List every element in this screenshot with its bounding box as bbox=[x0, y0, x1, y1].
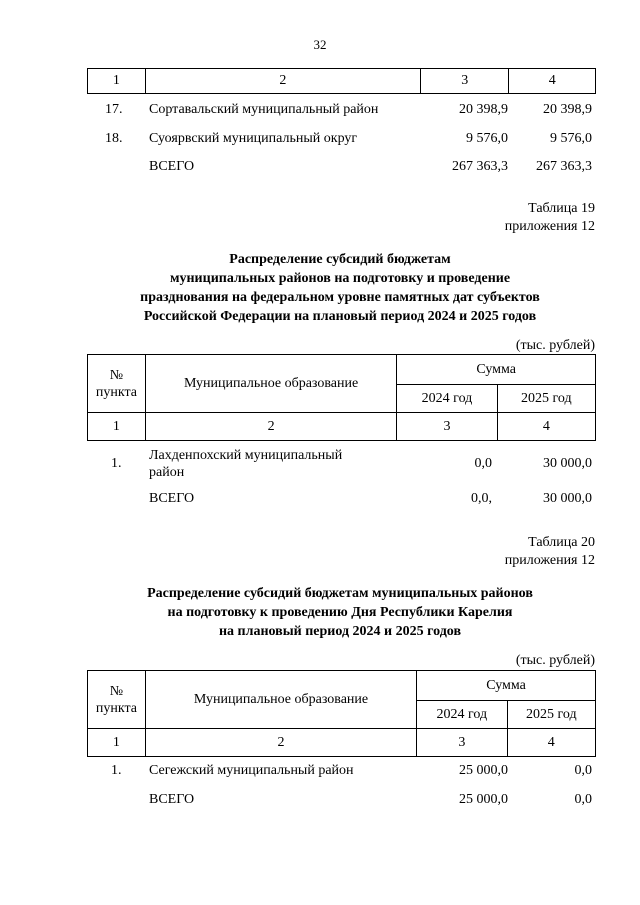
col-2024-header: 2024 год bbox=[397, 385, 497, 413]
col-number-1: 1 bbox=[88, 69, 146, 94]
row-num: 1. bbox=[111, 456, 122, 471]
table20-label: Таблица 20 bbox=[528, 535, 595, 550]
col-number-2: 2 bbox=[145, 413, 397, 441]
col-number-3: 3 bbox=[397, 413, 497, 441]
col-number-3: 3 bbox=[420, 69, 508, 94]
page-number: 32 bbox=[313, 37, 327, 52]
col-number-3: 3 bbox=[417, 729, 507, 757]
total-value-2024: 25 000,0 bbox=[459, 792, 508, 807]
table19-title: Распределение субсидий бюджетам муниципальных районов на подготовку и проведение празднования на федеральном уровне памятных дат субъектов Российской Федерации на плановый период 2024 и 2025 годов bbox=[140, 252, 540, 324]
row-num: 18. bbox=[105, 131, 123, 146]
row-value-2025: 0,0 bbox=[574, 763, 592, 778]
row-value-2024: 25 000,0 bbox=[459, 763, 508, 778]
row-name: Сегежский муниципальный район bbox=[149, 763, 354, 778]
total-value-2024: 267 363,3 bbox=[452, 159, 508, 174]
top-table-header bbox=[87, 68, 596, 94]
col-number-4: 4 bbox=[507, 729, 595, 757]
total-value-2025: 0,0 bbox=[574, 792, 592, 807]
row-num: 1. bbox=[111, 763, 122, 778]
table20-header bbox=[87, 670, 596, 757]
row-value-2024: 20 398,9 bbox=[459, 102, 508, 117]
table20-title: Распределение субсидий бюджетам муниципальных районов на подготовку к проведению Дня Республики Карелия на плановый период 2024 и 2025 годов bbox=[147, 586, 533, 639]
total-label: ВСЕГО bbox=[149, 792, 195, 807]
total-label: ВСЕГО bbox=[149, 491, 195, 506]
total-value-2024: 0,0, bbox=[471, 491, 492, 506]
col-num-header: № пункта bbox=[88, 355, 146, 413]
col-sum-header: Сумма bbox=[397, 355, 596, 385]
table20-unit: (тыс. рублей) bbox=[515, 653, 595, 668]
col-number-4: 4 bbox=[509, 69, 596, 94]
table19-header bbox=[87, 354, 596, 441]
table20-reference bbox=[300, 534, 595, 570]
total-value-2025: 267 363,3 bbox=[536, 159, 592, 174]
row-name: Суоярвский муниципальный округ bbox=[149, 131, 358, 146]
col-2024-header: 2024 год bbox=[417, 701, 507, 729]
col-number-2: 2 bbox=[145, 729, 416, 757]
row-value-2025: 20 398,9 bbox=[543, 102, 592, 117]
table19-label: Таблица 19 bbox=[528, 201, 595, 216]
table19-unit: (тыс. рублей) bbox=[515, 338, 595, 353]
col-num-header: № пункта bbox=[88, 671, 146, 729]
table19-appendix: приложения 12 bbox=[504, 219, 595, 234]
table19-reference bbox=[300, 200, 595, 236]
total-label: ВСЕГО bbox=[149, 159, 195, 174]
row-num: 17. bbox=[105, 102, 123, 117]
row-value-2025: 9 576,0 bbox=[550, 131, 592, 146]
col-2025-header: 2025 год bbox=[497, 385, 595, 413]
row-value-2024: 0,0 bbox=[474, 456, 492, 471]
row-name: Сортавальский муниципальный район bbox=[149, 102, 379, 117]
row-name: Лахденпохский муниципальный район bbox=[149, 448, 343, 480]
total-value-2025: 30 000,0 bbox=[543, 491, 592, 506]
col-number-2: 2 bbox=[145, 69, 420, 94]
col-sum-header: Сумма bbox=[417, 671, 596, 701]
col-2025-header: 2025 год bbox=[507, 701, 595, 729]
col-mo-header: Муниципальное образование bbox=[145, 355, 397, 413]
col-number-1: 1 bbox=[88, 729, 146, 757]
col-number-4: 4 bbox=[497, 413, 595, 441]
col-number-1: 1 bbox=[88, 413, 146, 441]
row-value-2025: 30 000,0 bbox=[543, 456, 592, 471]
table20-appendix: приложения 12 bbox=[504, 553, 595, 568]
row-value-2024: 9 576,0 bbox=[466, 131, 508, 146]
col-mo-header: Муниципальное образование bbox=[145, 671, 416, 729]
